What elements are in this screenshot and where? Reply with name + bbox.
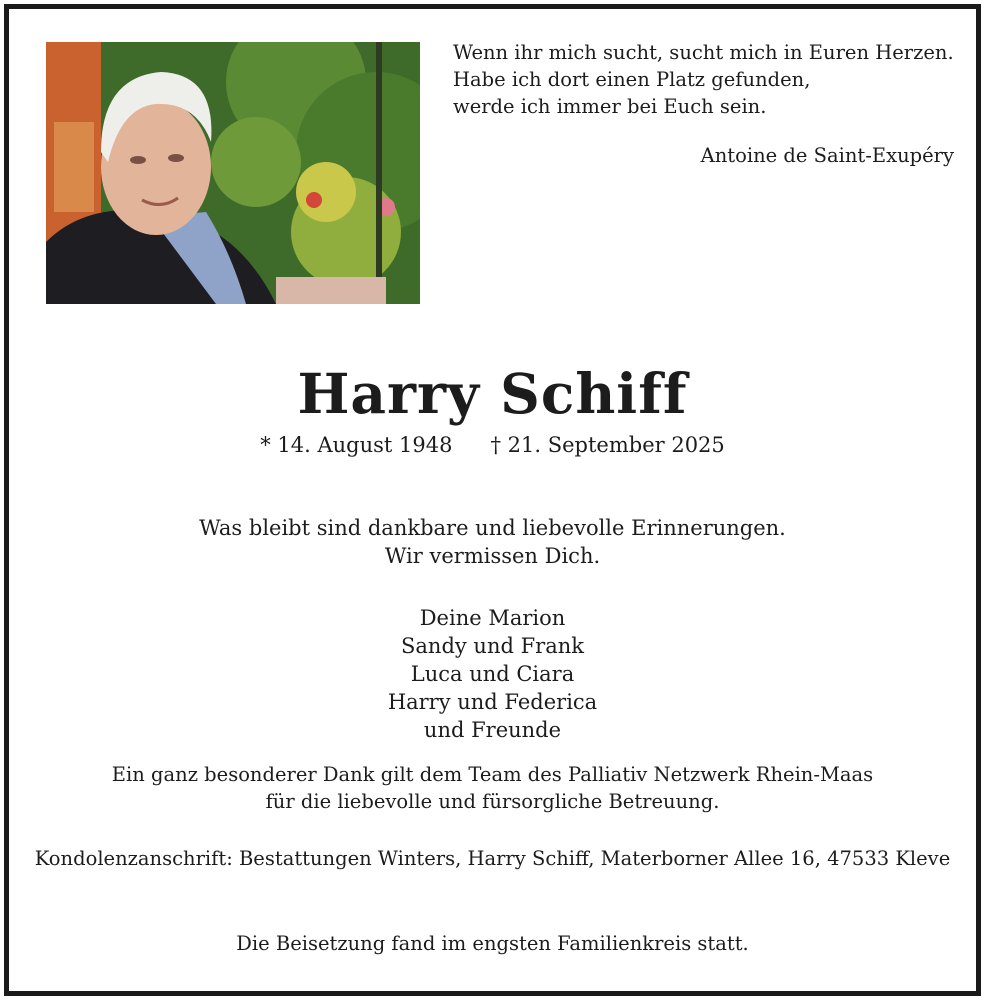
death-date: † 21. September 2025 bbox=[490, 433, 725, 457]
obituary-card bbox=[4, 4, 981, 996]
mourner: Luca und Ciara bbox=[410, 662, 575, 686]
burial-note: Die Beisetzung fand im engsten Familienkreis statt. bbox=[236, 932, 749, 955]
epitaph-quote bbox=[453, 39, 953, 120]
quote-line: Habe ich dort einen Platz gefunden, bbox=[453, 68, 811, 91]
mourners-list bbox=[9, 604, 976, 744]
farewell-line: Was bleibt sind dankbare und liebevolle Erinnerungen. bbox=[199, 516, 786, 540]
farewell-message bbox=[9, 514, 976, 570]
portrait-image bbox=[46, 42, 420, 304]
life-dates bbox=[9, 433, 976, 457]
quote-line: Wenn ihr mich sucht, sucht mich in Euren Herzen. bbox=[453, 41, 954, 64]
thanks-line: für die liebevolle und fürsorgliche Betreuung. bbox=[265, 790, 720, 813]
portrait-photo bbox=[46, 42, 420, 304]
condolence-address: Kondolenzanschrift: Bestattungen Winters, Harry Schiff, Materborner Allee 16, 47533 Kleve bbox=[34, 847, 951, 870]
mourner: Sandy und Frank bbox=[401, 634, 584, 658]
mourner: und Freunde bbox=[423, 718, 562, 742]
mourner: Harry und Federica bbox=[387, 690, 598, 714]
birth-date: * 14. August 1948 bbox=[260, 433, 453, 457]
thanks-line: Ein ganz besonderer Dank gilt dem Team des Palliativ Netzwerk Rhein-Maas bbox=[111, 763, 874, 786]
mourner: Deine Marion bbox=[419, 606, 566, 630]
deceased-name: Harry Schiff bbox=[297, 361, 688, 426]
thanks-note bbox=[9, 761, 976, 815]
quote-author: Antoine de Saint-Exupéry bbox=[700, 144, 954, 167]
farewell-line: Wir vermissen Dich. bbox=[384, 544, 601, 568]
quote-line: werde ich immer bei Euch sein. bbox=[453, 95, 767, 118]
